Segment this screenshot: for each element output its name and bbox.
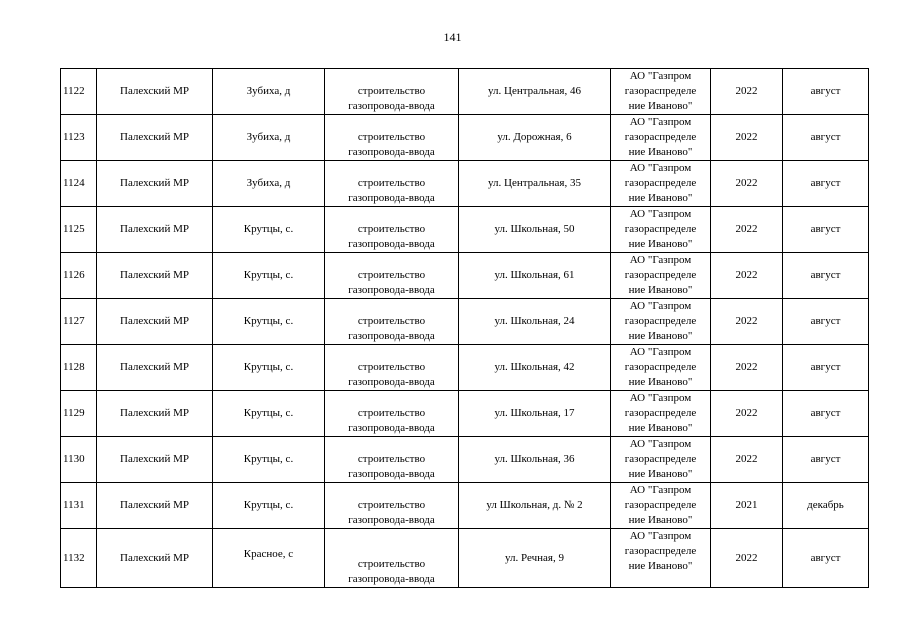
- cell-district: Палехский МР: [97, 253, 213, 299]
- cell-settlement: Крутцы, с.: [213, 253, 325, 299]
- table-row: [61, 299, 869, 345]
- table-row: [61, 529, 869, 588]
- cell-district: Палехский МР: [97, 161, 213, 207]
- cell-settlement: Крутцы, с.: [213, 391, 325, 437]
- cell-district: Палехский МР: [97, 115, 213, 161]
- cell-year: 2022: [711, 437, 783, 483]
- cell-address: ул. Школьная, 42: [459, 345, 611, 391]
- cell-settlement: Красное, с: [213, 529, 325, 588]
- cell-district: Палехский МР: [97, 207, 213, 253]
- table-row: [61, 161, 869, 207]
- table-row: [61, 207, 869, 253]
- cell-address: ул Школьная, д. № 2: [459, 483, 611, 529]
- cell-month: декабрь: [783, 483, 869, 529]
- cell-work-type: строительство газопровода-ввода: [325, 115, 459, 161]
- cell-organization: АО "Газпром газораспределе ние Иваново": [611, 253, 711, 299]
- cell-organization: АО "Газпром газораспределе ние Иваново": [611, 437, 711, 483]
- cell-month: август: [783, 437, 869, 483]
- cell-address: ул. Школьная, 24: [459, 299, 611, 345]
- cell-settlement: Крутцы, с.: [213, 345, 325, 391]
- table-row: [61, 483, 869, 529]
- cell-settlement: Крутцы, с.: [213, 437, 325, 483]
- page-number: 141: [443, 30, 462, 44]
- cell-settlement: Крутцы, с.: [213, 207, 325, 253]
- gasification-table: [60, 68, 869, 588]
- cell-year: 2022: [711, 207, 783, 253]
- cell-year: 2022: [711, 161, 783, 207]
- cell-work-type: строительство газопровода-ввода: [325, 437, 459, 483]
- cell-work-type: строительство газопровода-ввода: [325, 345, 459, 391]
- table-row: [61, 253, 869, 299]
- cell-organization: АО "Газпром газораспределе ние Иваново": [611, 161, 711, 207]
- cell-settlement: Зубиха, д: [213, 69, 325, 115]
- cell-work-type: строительство газопровода-ввода: [325, 253, 459, 299]
- cell-settlement: Крутцы, с.: [213, 299, 325, 345]
- cell-address: ул. Школьная, 36: [459, 437, 611, 483]
- cell-district: Палехский МР: [97, 391, 213, 437]
- cell-number: 1130: [61, 437, 97, 483]
- cell-district: Палехский МР: [97, 529, 213, 588]
- cell-organization: АО "Газпром газораспределе ние Иваново": [611, 391, 711, 437]
- cell-organization: АО "Газпром газораспределе ние Иваново": [611, 299, 711, 345]
- cell-district: Палехский МР: [97, 299, 213, 345]
- cell-organization: АО "Газпром газораспределе ние Иваново": [611, 483, 711, 529]
- cell-year: 2022: [711, 253, 783, 299]
- cell-district: Палехский МР: [97, 437, 213, 483]
- cell-work-type: строительство газопровода-ввода: [325, 69, 459, 115]
- cell-month: август: [783, 391, 869, 437]
- cell-year: 2022: [711, 345, 783, 391]
- cell-district: Палехский МР: [97, 345, 213, 391]
- cell-settlement: Зубиха, д: [213, 161, 325, 207]
- cell-address: ул. Дорожная, 6: [459, 115, 611, 161]
- cell-number: 1132: [61, 529, 97, 588]
- cell-number: 1125: [61, 207, 97, 253]
- cell-organization: АО "Газпром газораспределе ние Иваново": [611, 115, 711, 161]
- cell-organization: АО "Газпром газораспределе ние Иваново": [611, 207, 711, 253]
- cell-month: август: [783, 299, 869, 345]
- cell-year: 2022: [711, 391, 783, 437]
- cell-number: 1128: [61, 345, 97, 391]
- cell-address: ул. Школьная, 61: [459, 253, 611, 299]
- cell-address: ул. Школьная, 17: [459, 391, 611, 437]
- cell-work-type: строительство газопровода-ввода: [325, 161, 459, 207]
- cell-month: август: [783, 345, 869, 391]
- table-row: [61, 69, 869, 115]
- cell-work-type: строительство газопровода-ввода: [325, 483, 459, 529]
- cell-year: 2021: [711, 483, 783, 529]
- cell-address: ул. Речная, 9: [459, 529, 611, 588]
- cell-month: август: [783, 69, 869, 115]
- cell-organization: АО "Газпром газораспределе ние Иваново": [611, 69, 711, 115]
- cell-month: август: [783, 529, 869, 588]
- cell-settlement: Зубиха, д: [213, 115, 325, 161]
- table-row: [61, 437, 869, 483]
- cell-number: 1127: [61, 299, 97, 345]
- cell-month: август: [783, 161, 869, 207]
- cell-work-type: строительство газопровода-ввода: [325, 207, 459, 253]
- cell-number: 1123: [61, 115, 97, 161]
- cell-number: 1124: [61, 161, 97, 207]
- cell-district: Палехский МР: [97, 69, 213, 115]
- cell-address: ул. Центральная, 46: [459, 69, 611, 115]
- table-row: [61, 391, 869, 437]
- table-row: [61, 345, 869, 391]
- cell-work-type: строительство газопровода-ввода: [325, 529, 459, 588]
- cell-number: 1126: [61, 253, 97, 299]
- cell-work-type: строительство газопровода-ввода: [325, 299, 459, 345]
- cell-month: август: [783, 115, 869, 161]
- cell-year: 2022: [711, 299, 783, 345]
- cell-address: ул. Центральная, 35: [459, 161, 611, 207]
- cell-number: 1122: [61, 69, 97, 115]
- cell-number: 1131: [61, 483, 97, 529]
- cell-month: август: [783, 253, 869, 299]
- cell-month: август: [783, 207, 869, 253]
- cell-work-type: строительство газопровода-ввода: [325, 391, 459, 437]
- table-row: [61, 115, 869, 161]
- cell-year: 2022: [711, 69, 783, 115]
- cell-district: Палехский МР: [97, 483, 213, 529]
- cell-address: ул. Школьная, 50: [459, 207, 611, 253]
- cell-year: 2022: [711, 115, 783, 161]
- cell-organization: АО "Газпром газораспределе ние Иваново": [611, 345, 711, 391]
- cell-organization: АО "Газпром газораспределе ние Иваново": [611, 529, 711, 588]
- cell-year: 2022: [711, 529, 783, 588]
- cell-settlement: Крутцы, с.: [213, 483, 325, 529]
- cell-number: 1129: [61, 391, 97, 437]
